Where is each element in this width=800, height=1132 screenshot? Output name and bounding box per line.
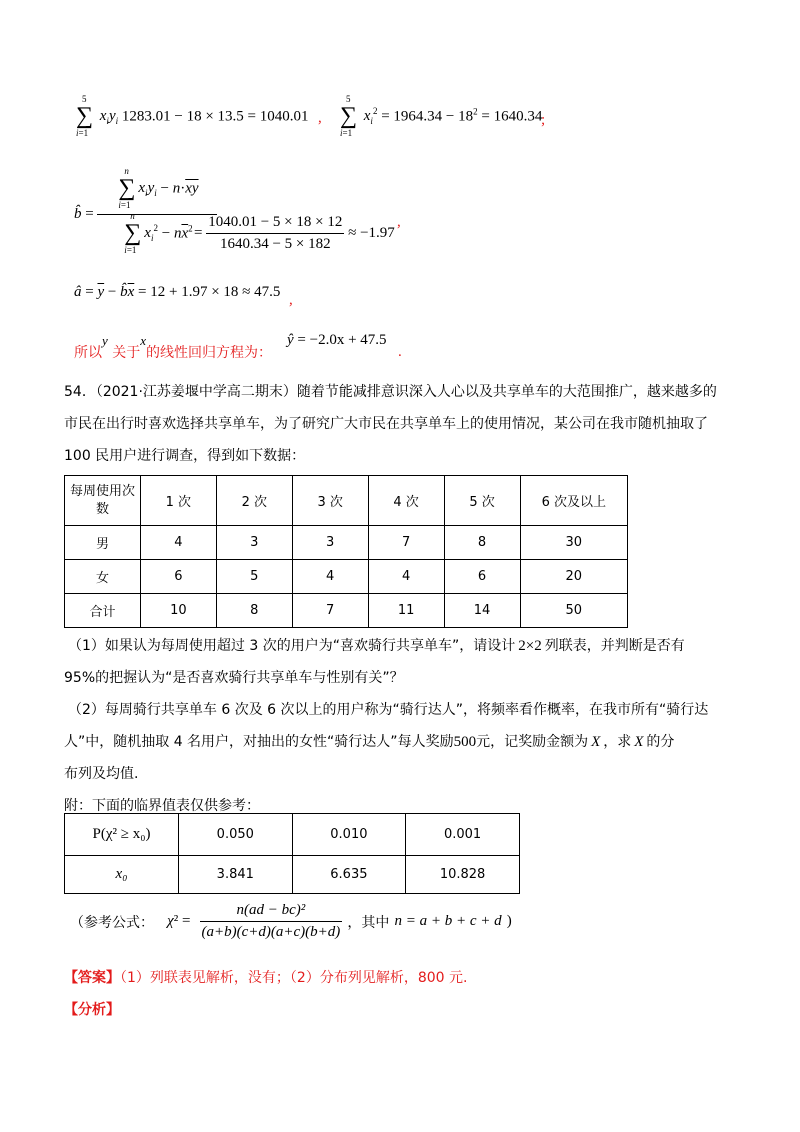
- table-cell: 10: [140, 594, 216, 628]
- attachment-note: 附：下面的临界值表仅供参考：: [64, 798, 260, 814]
- table-cell: 女: [65, 560, 141, 594]
- table-cell: 3: [292, 526, 368, 560]
- regression-equation: ŷ = −2.0x + 47.5: [287, 332, 387, 348]
- a-tail-comma: ,: [289, 292, 293, 308]
- table-cell: 5: [216, 560, 292, 594]
- table-cell: 3.841: [178, 856, 292, 894]
- sigma-symbol: 5 ∑ i=1: [76, 94, 94, 138]
- table-cell: 6.635: [292, 856, 406, 894]
- sum-x2-result: = 1640.34: [477, 108, 543, 125]
- var-X: X: [634, 734, 644, 750]
- problem-line-1: 54．（2021·江苏姜堰中学高二期末）随着节能减排意识深入人心以及共享单车的大范围推广，越来越多的: [64, 384, 717, 400]
- chi-square-denominator: (a+b)(c+d)(a+c)(b+d): [201, 924, 341, 940]
- q1-table-size: 2×2: [518, 638, 542, 654]
- answer-line: [64, 962, 740, 994]
- problem-line-3: 100 民用户进行调查，得到如下数据：: [64, 448, 306, 464]
- table-cell: 男: [65, 526, 141, 560]
- table-cell: 7: [292, 594, 368, 628]
- sigma-symbol: 5 ∑ i=1: [340, 94, 358, 138]
- table-cell: 11: [368, 594, 444, 628]
- table-row: [65, 560, 628, 594]
- table-cell: 0.010: [292, 814, 406, 856]
- sum-x2-value: 1964.34 − 18: [393, 108, 474, 125]
- regression-tail-dot: .: [398, 344, 402, 360]
- table-cell: 4: [292, 560, 368, 594]
- table-header-cell: 5 次: [444, 476, 520, 526]
- reference-formula: （参考公式： χ² = $\frac{\text{n(ad − bc)²}}{(a+b)(c+d)(a+c)(b+d)}$ ，其中 n = a + b + c + d ): [70, 902, 512, 940]
- b-result: ≈ −1.97: [348, 225, 395, 241]
- var-y: y: [102, 333, 108, 348]
- table-cell: 0.050: [178, 814, 292, 856]
- question-2-line-1: （2）每周骑行共享单车 6 次及 6 次以上的用户称为“骑行达人”，将频率看作概率，在我市所有“骑行达: [68, 702, 709, 718]
- a-hat-formula: â = $\overline{y}$ − $b̂\overline{x} = 12 + 1.97 \times 18 \approx 47.5$: [74, 284, 281, 300]
- table-cell: 0.001: [406, 814, 520, 856]
- table-cell: 6: [444, 560, 520, 594]
- sum-xy-formula: 5 ∑ i=1 $x_iy_i$ 1283.01 − 18 × 13.5 = 1040.01: [76, 94, 309, 138]
- table-cell: x₀: [65, 856, 179, 894]
- table-cell: 7: [368, 526, 444, 560]
- table-header-cell: 3 次: [292, 476, 368, 526]
- separator-semicolon: ;: [541, 112, 546, 128]
- problem-line-2: 市民在出行时喜欢选择共享单车，为了研究广大市民在共享单车上的使用情况，某公司在我市随机抽取了: [64, 416, 708, 432]
- sum-x2-formula: 5 ∑ i=1 $x_i^2 = 1964.34 - 18^2 = 1640.34$: [340, 94, 543, 138]
- table-cell: 3: [216, 526, 292, 560]
- table-header-row: [65, 476, 628, 526]
- sum-x2-exponent: 2: [473, 106, 478, 117]
- table-cell: 14: [444, 594, 520, 628]
- var-X: X: [591, 734, 601, 750]
- b-numerator: 1040.01 − 5 × 18 × 12: [206, 214, 344, 234]
- table-row: [65, 526, 628, 560]
- table-cell: 50: [520, 594, 627, 628]
- table-header-cell: 每周使用次数: [65, 476, 141, 526]
- table-cell: 30: [520, 526, 627, 560]
- question-1-line-1: （1）如果认为每周使用超过 3 次的用户为“喜欢骑行共享单车”，请设计 2×2 列联表，并判断是否有: [68, 638, 685, 654]
- table-cell: 6: [140, 560, 216, 594]
- table-cell: 8: [216, 594, 292, 628]
- table-cell: P(χ² ≥ x₀): [65, 814, 179, 856]
- chi-square-numerator: n(ad − bc)²: [200, 902, 343, 922]
- n-definition: n = a + b + c + d: [394, 913, 502, 929]
- critical-value-table: [64, 813, 520, 894]
- table-header-cell: 1 次: [140, 476, 216, 526]
- question-1-line-2: 95%的把握认为“是否喜欢骑行共享单车与性别有关”？: [64, 670, 404, 686]
- usage-table: [64, 475, 628, 628]
- analysis-label: 【分析】: [64, 1002, 120, 1018]
- answer-text: （1）列联表见解析，没有；（2）分布列见解析，800 元.: [120, 970, 468, 986]
- table-cell: 10.828: [406, 856, 520, 894]
- question-2-line-2: 人”中，随机抽取 4 名用户，对抽出的女性“骑行达人”每人奖励500元，记奖励金额为 X ，求 X 的分: [64, 734, 675, 750]
- table-cell: 4: [140, 526, 216, 560]
- regression-statement: 所以y 关于x的线性回归方程为：: [74, 333, 273, 361]
- table-header-cell: 6 次及以上: [520, 476, 627, 526]
- table-row: [65, 594, 628, 628]
- var-x: x: [140, 333, 147, 348]
- b-tail-comma: ,: [397, 214, 401, 230]
- answer-label: 【答案】: [64, 970, 120, 986]
- b-hat-formula: b̂ = n ∑ i=1 $x_iy_i - n\cdot\overline{xy}$ n ∑ i=1 $x_i^2 - n\overline{x}^2$: [74, 172, 217, 257]
- a-hat-value: = 12 + 1.97 × 18 ≈ 47.5: [134, 284, 281, 300]
- b-hat-computation: = $\frac{1040.01 - 5 \times 18 \times 12}{1640.34 - 5 \times 182}$ ≈ −1.97: [194, 214, 395, 252]
- table-cell: 20: [520, 560, 627, 594]
- question-2-line-3: 布列及均值.: [64, 766, 139, 782]
- table-row: [65, 856, 520, 894]
- table-row: [65, 814, 520, 856]
- table-cell: 4: [368, 560, 444, 594]
- sum-xy-value: 1283.01 − 18 × 13.5 = 1040.01: [121, 108, 309, 125]
- table-header-cell: 4 次: [368, 476, 444, 526]
- b-denominator: 1640.34 − 5 × 182: [219, 236, 331, 252]
- table-header-cell: 2 次: [216, 476, 292, 526]
- separator-comma: ,: [318, 110, 322, 126]
- reward-amount: 500: [453, 734, 477, 750]
- table-cell: 合计: [65, 594, 141, 628]
- table-cell: 8: [444, 526, 520, 560]
